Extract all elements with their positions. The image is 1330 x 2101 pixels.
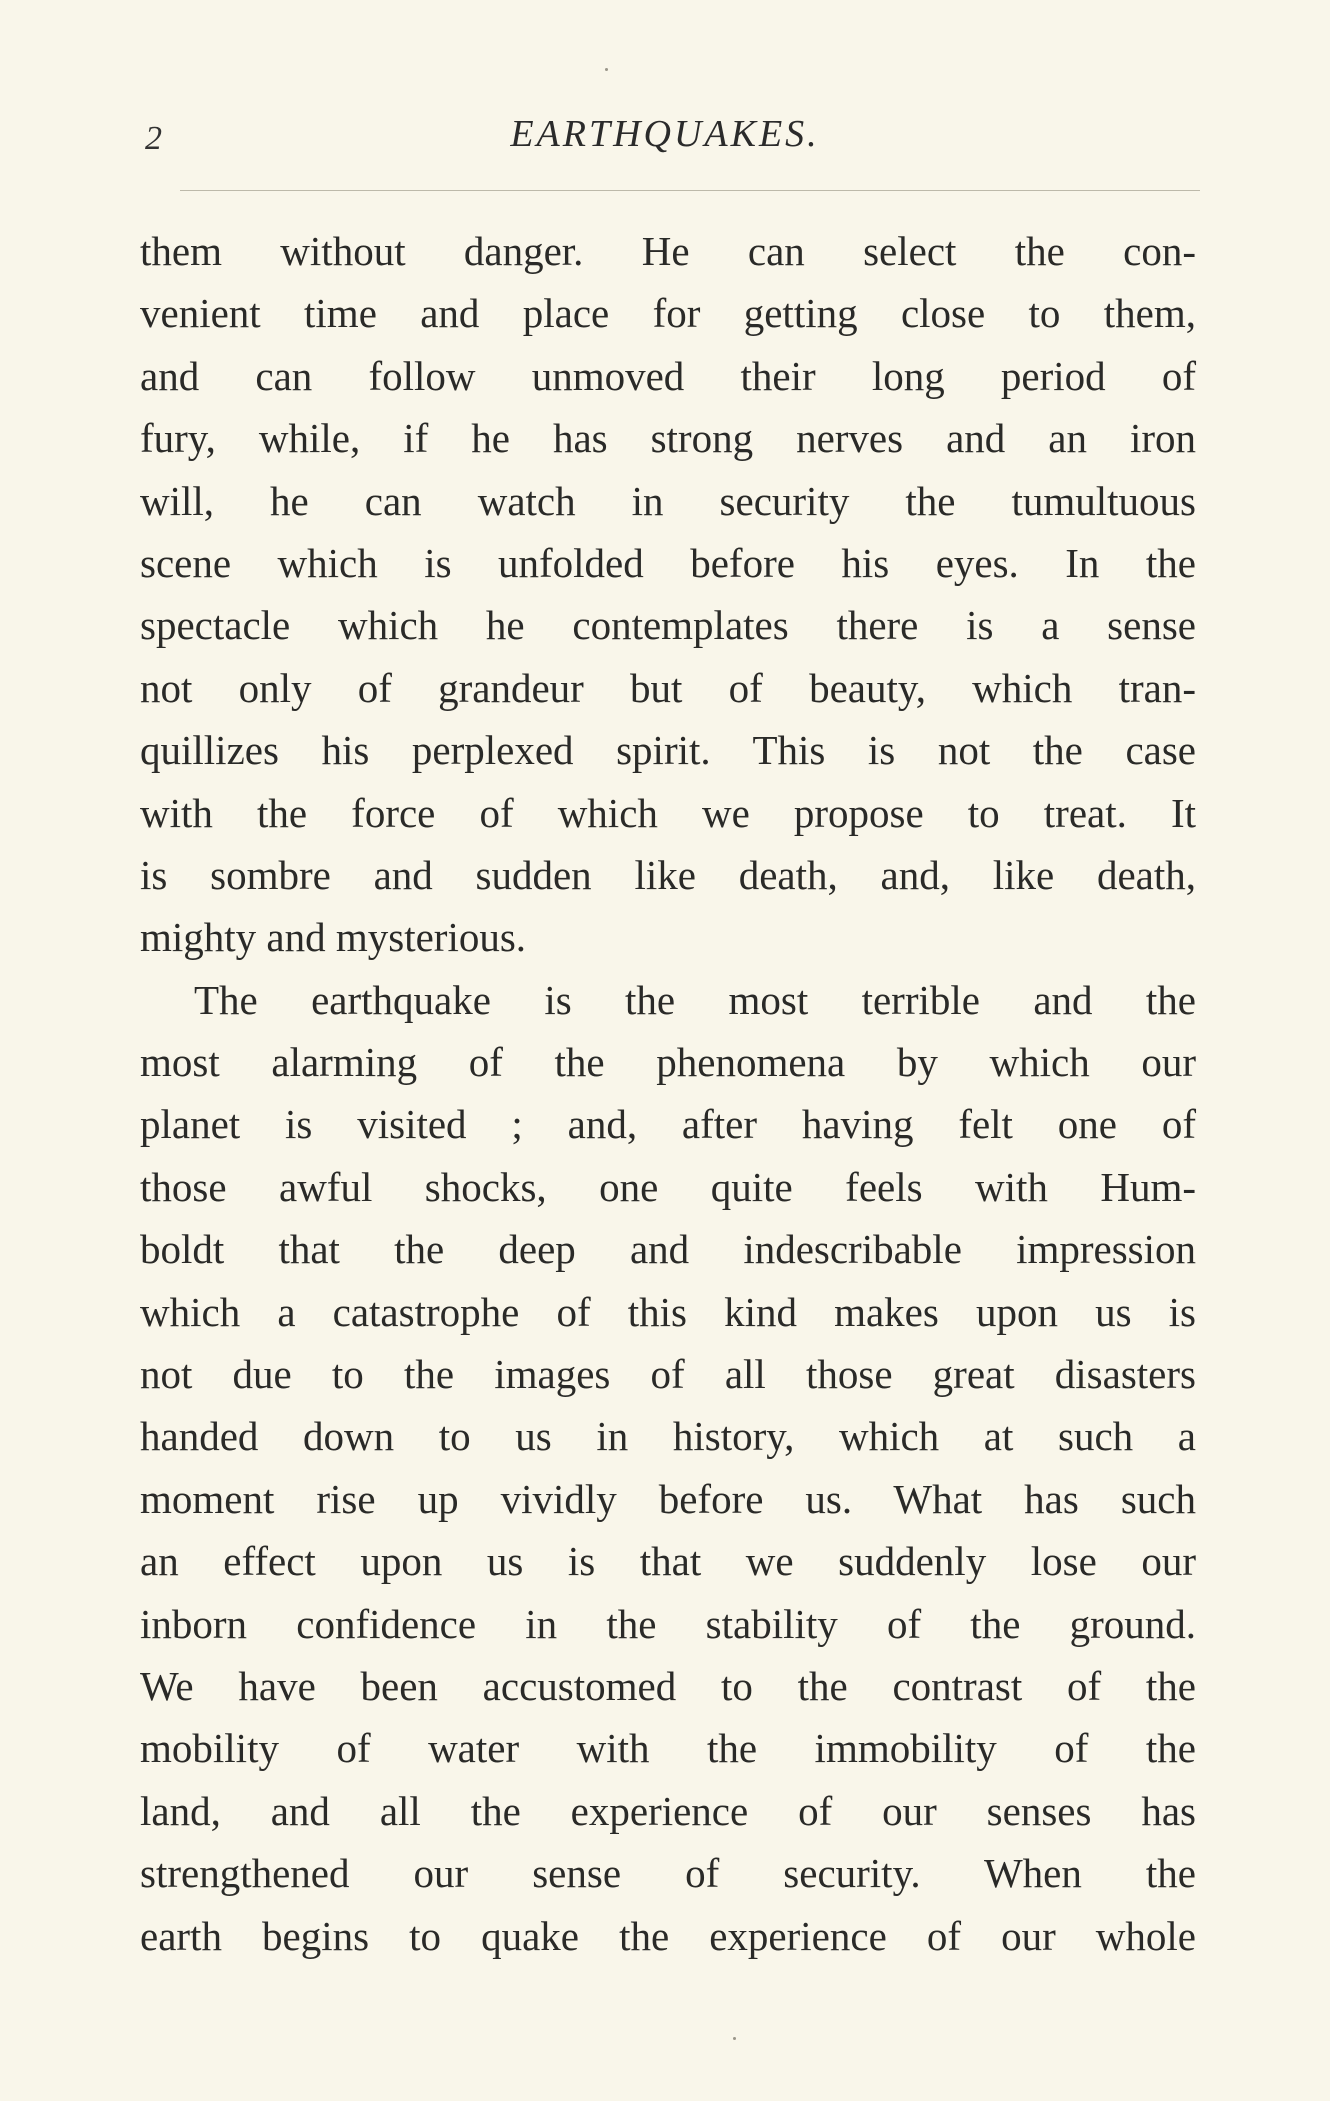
text-line: planet is visited ; and, after having felt one of <box>140 1101 1196 1148</box>
text-line: moment rise up vividly before us. What has such <box>140 1475 1196 1522</box>
text-line: is sombre and sudden like death, and, like death, <box>140 851 1196 898</box>
text-line: strengthened our sense of security. When the <box>140 1850 1196 1897</box>
text-line: mobility of water with the immobility of the <box>140 1725 1196 1772</box>
text-line: not only of grandeur but of beauty, which tran- <box>140 664 1196 711</box>
text-line: earth begins to quake the experience of our whole <box>140 1912 1196 1959</box>
paragraph-1 <box>140 220 1196 969</box>
text-line: quillizes his perplexed spirit. This is not the case <box>140 727 1196 774</box>
paper-speck <box>733 2037 736 2040</box>
text-line: venient time and place for getting close to them, <box>140 290 1196 337</box>
text-line: The earthquake is the most terrible and the <box>194 976 1196 1023</box>
text-line: most alarming of the phenomena by which our <box>140 1039 1196 1086</box>
text-line: will, he can watch in security the tumultuous <box>140 477 1196 524</box>
text-line: inborn confidence in the stability of the ground. <box>140 1600 1196 1647</box>
text-line: those awful shocks, one quite feels with Hum- <box>140 1163 1196 1210</box>
paper-speck <box>605 68 608 71</box>
text-line: We have been accustomed to the contrast of the <box>140 1662 1196 1709</box>
body-text <box>140 220 1196 1967</box>
header-rule <box>180 190 1200 191</box>
text-line: boldt that the deep and indescribable impression <box>140 1226 1196 1273</box>
text-line: scene which is unfolded before his eyes. In the <box>140 539 1196 586</box>
text-line: which a catastrophe of this kind makes upon us is <box>140 1288 1196 1335</box>
text-line: with the force of which we propose to treat. It <box>140 789 1196 836</box>
text-line: them without danger. He can select the con- <box>140 228 1196 274</box>
text-line: fury, while, if he has strong nerves and an iron <box>140 415 1196 462</box>
text-line: handed down to us in history, which at such a <box>140 1413 1196 1460</box>
running-title: EARTHQUAKES. <box>510 113 820 155</box>
text-line: land, and all the experience of our senses has <box>140 1787 1196 1834</box>
paragraph-2 <box>140 969 1196 1967</box>
text-line: spectacle which he contemplates there is a sense <box>140 602 1196 649</box>
page-number: 2 <box>145 120 162 157</box>
text-line: not due to the images of all those great disasters <box>140 1351 1196 1398</box>
text-line: mighty and mysterious. <box>140 914 527 961</box>
text-line: and can follow unmoved their long period of <box>140 352 1196 399</box>
text-line: an effect upon us is that we suddenly lose our <box>140 1538 1196 1585</box>
